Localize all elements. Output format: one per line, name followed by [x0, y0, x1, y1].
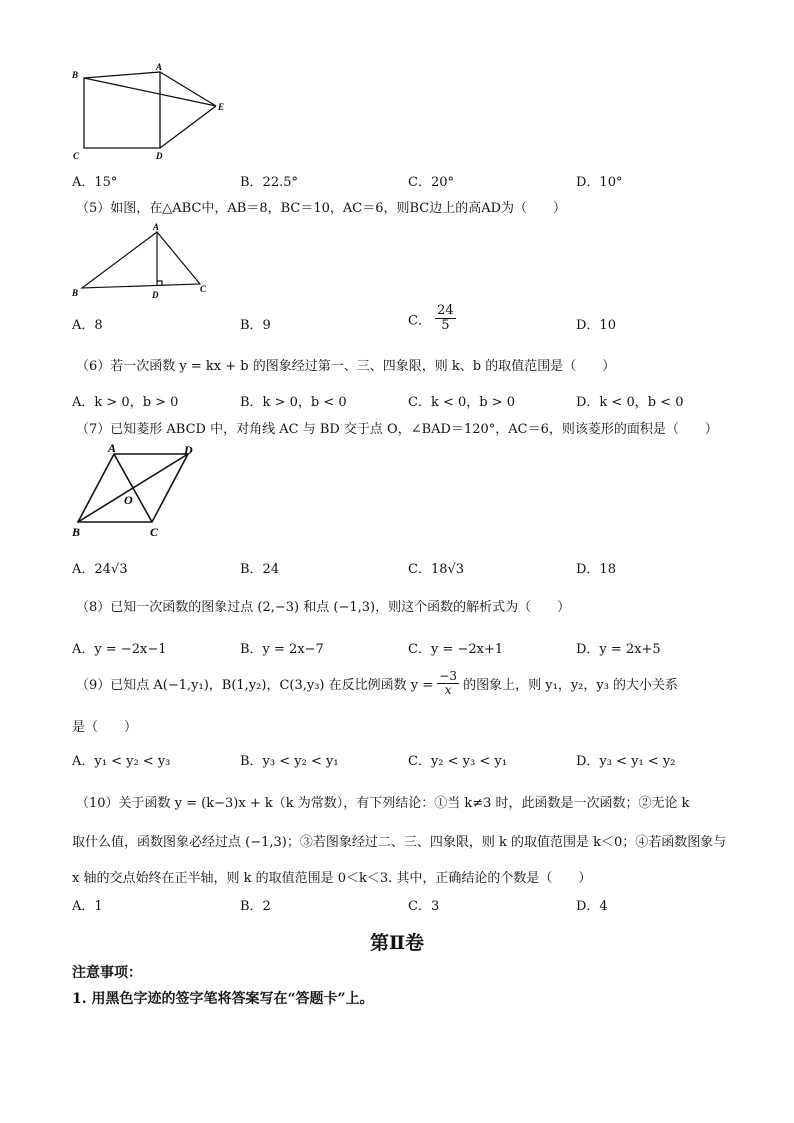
q8-option-a: A．y = −2x−1: [72, 642, 167, 657]
q10-option-c: C．3: [408, 899, 440, 914]
q7-option-a: A．24√3: [72, 562, 128, 577]
fig7-label-d: D: [184, 443, 193, 457]
fig7-label-c: C: [150, 525, 159, 539]
q9-fraction: [437, 670, 459, 697]
fig4-label-e: E: [218, 102, 225, 112]
notice-title: 注意事项：: [72, 965, 142, 981]
q9-text-b: 的图象上，则 y₁，y₂，y₃ 的大小关系: [463, 678, 679, 694]
q10-option-a: A．1: [72, 899, 103, 914]
q8-option-b: B．y = 2x−7: [240, 642, 324, 657]
fig5-label-a: A: [153, 222, 160, 232]
fig5-label-c: C: [200, 284, 207, 294]
fig5-label-b: B: [72, 288, 79, 298]
q5-option-b: B．9: [240, 318, 271, 333]
q5-option-a: A．8: [72, 318, 103, 333]
fig5-label-d: D: [152, 290, 159, 300]
q8-text: （8）已知一次函数的图象过点 (2,−3) 和点 (−1,3)，则这个函数的解析式为（ ）: [76, 600, 571, 615]
q5-option-c-den: 5: [441, 318, 450, 334]
fig4-label-c: C: [73, 151, 80, 161]
q6-option-c: C．k < 0，b > 0: [408, 395, 516, 410]
q6-option-b: B．k > 0，b < 0: [240, 395, 347, 410]
q5-option-d: D．10: [576, 318, 616, 333]
q7-option-b: B．24: [240, 562, 280, 577]
q10-option-d: D．4: [576, 899, 608, 914]
q5-option-c-fraction: [435, 304, 456, 334]
q9-text-a: （9）已知点 A(−1,y₁)，B(1,y₂)，C(3,y₃) 在反比例函数 y =: [76, 678, 434, 694]
q9-option-b: B．y₃ < y₂ < y₁: [240, 754, 339, 769]
q5-option-c-prefix: C．: [408, 313, 431, 329]
q10-line1: （10）关于函数 y = (k−3)x + k（k 为常数），有下列结论：①当 k≠3 时，此函数是一次函数；②无论 k: [76, 796, 690, 811]
figure-q4-square: [68, 62, 238, 167]
q9-frac-num: −3: [439, 669, 457, 683]
notice-item-1: 1. 用黑色字迹的签字笔将答案写在“答题卡”上。: [72, 991, 374, 1007]
q8-option-d: D．y = 2x+5: [576, 642, 661, 657]
fig7-label-b: B: [72, 525, 81, 539]
fig4-label-b: B: [72, 70, 79, 80]
q9-line1: [76, 670, 678, 697]
q4-option-b: B．22.5°: [240, 175, 298, 190]
section-title: 第Ⅱ卷: [369, 932, 424, 954]
q7-option-c: C．18√3: [408, 562, 465, 577]
q8-option-c: C．y = −2x+1: [408, 642, 504, 657]
q9-option-c: C．y₂ < y₃ < y₁: [408, 754, 507, 769]
q9-option-a: A．y₁ < y₂ < y₃: [72, 754, 171, 769]
q5-option-c-num: 24: [437, 303, 454, 318]
q6-option-d: D．k < 0，b < 0: [576, 395, 684, 410]
fig4-label-d: D: [156, 151, 163, 161]
q4-option-a: A．15°: [72, 175, 118, 190]
q6-text: （6）若一次函数 y = kx + b 的图象经过第一、三、四象限，则 k、b 的取值范围是（ ）: [76, 359, 616, 374]
fig4-label-a: A: [156, 62, 163, 72]
fig7-label-o: O: [124, 493, 133, 507]
q9-option-d: D．y₃ < y₁ < y₂: [576, 754, 676, 769]
q10-option-b: B．2: [240, 899, 271, 914]
q7-text: （7）已知菱形 ABCD 中，对角线 AC 与 BD 交于点 O，∠BAD＝120°，AC＝6，则该菱形的面积是（ ）: [76, 422, 718, 437]
q9-frac-den: x: [444, 683, 452, 698]
q4-option-d: D．10°: [576, 175, 623, 190]
figure-q7-rhombus: [66, 442, 206, 540]
q5-text: （5）如图，在△ABC中，AB＝8，BC＝10，AC＝6，则BC边上的高AD为（ ）: [76, 201, 567, 216]
q6-option-a: A．k > 0，b > 0: [72, 395, 179, 410]
q10-line2: 取什么值，函数图象必经过点 (−1,3)；③若图象经过二、三、四象限，则 k 的取值范围是 k＜0；④若函数图象与: [72, 835, 727, 850]
q7-option-d: D．18: [576, 562, 616, 577]
q9-text-c: 是（ ）: [72, 720, 138, 735]
q5-option-c: [408, 304, 456, 334]
fig7-label-a: A: [108, 442, 117, 455]
q4-option-c: C．20°: [408, 175, 454, 190]
figure-q5-triangle: [68, 222, 218, 300]
q10-line3: x 轴的交点始终在正半轴，则 k 的取值范围是 0＜k＜3. 其中，正确结论的个数是（ ）: [72, 871, 592, 886]
